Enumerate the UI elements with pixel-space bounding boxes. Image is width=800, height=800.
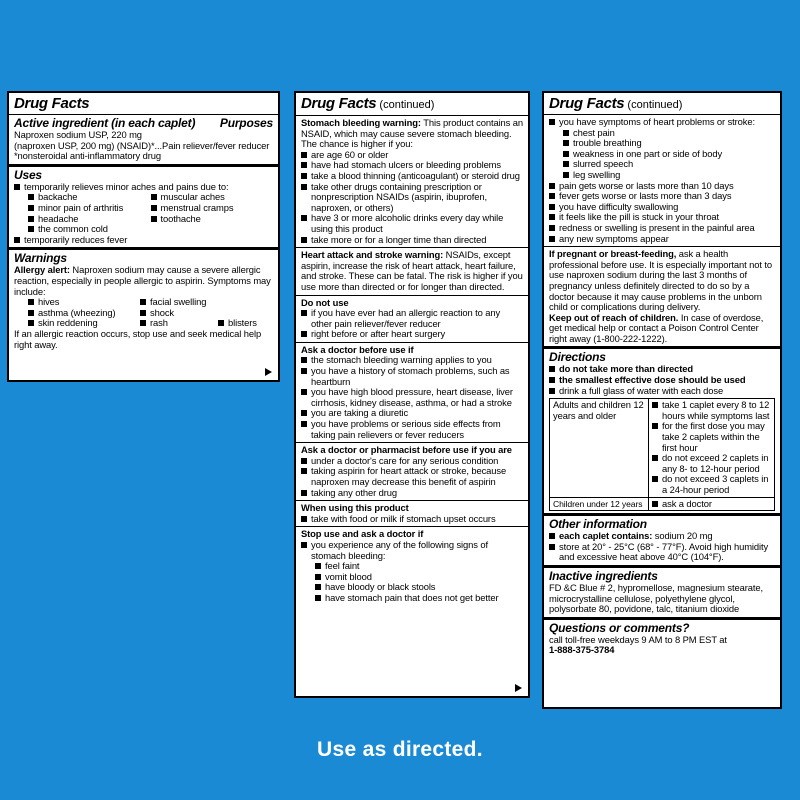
table-cell [649,399,775,497]
list-item: slurred speech [549,159,775,170]
bullet-icon [549,193,555,199]
list-item: leg swelling [549,170,775,181]
list-item: any new symptoms appear [549,234,775,245]
list-item: have bloody or black stools [301,582,523,593]
uses-heading: Uses [14,167,42,182]
panel-title: Drug Facts (continued) [549,95,683,112]
divider [544,565,780,568]
bullet-icon [301,421,307,427]
bullet-icon [151,216,157,222]
list-item: ask a doctor [652,499,771,510]
list-item: minor pain of arthritis [28,203,151,214]
list-item: you have high blood pressure, heart disease, liver cirrhosis, kidney disease, asthma, or had a stroke [301,387,523,408]
bullet-icon [652,501,658,507]
divider [296,295,528,296]
active-ingredient-heading: Active ingredient (in each caplet) [14,116,196,130]
divider [9,247,278,250]
bullet-icon [218,320,224,326]
bullet-icon [563,151,569,157]
list-item: each caplet contains: sodium 20 mg [549,531,775,542]
divider [544,617,780,620]
list-item: feel faint [301,561,523,572]
divider [9,114,278,115]
bullet-icon [563,140,569,146]
bullet-icon [301,162,307,168]
bullet-icon [549,225,555,231]
divider [544,246,780,247]
inactive-ingredients-text: FD &C Blue # 2, hypromellose, magnesium stearate, microcrystalline cellulose, polyethylene glycol, polysorbate 80, povidone, talc, titanium dioxide [549,581,763,615]
list-item: skin reddening [14,318,132,329]
dosage-table [549,398,775,511]
list-item: backache [28,192,151,203]
bullet-icon [563,130,569,136]
list-item: it feels like the pill is stuck in your throat [549,212,775,223]
bullet-icon [301,410,307,416]
list-item: headache [28,214,151,225]
divider [544,346,780,349]
when-using-heading: When using this product [301,502,409,514]
list-item: do not exceed 3 caplets in a 24-hour period [652,474,771,495]
directions-heading: Directions [549,350,606,365]
inactive-ingredients-heading: Inactive ingredients [549,568,658,583]
other-info-heading: Other information [549,517,647,532]
pregnancy-warning: If pregnant or breast-feeding, ask a health professional before use. It is especially important not to use naproxen sodium during the last 3 months of pregnancy unless definitely directed to do so by a doctor because it may cause problems in the unborn child or complications during delivery. [549,248,772,313]
bullet-icon [301,468,307,474]
bullet-icon [301,389,307,395]
bullet-icon [652,476,658,482]
do-not-use-heading: Do not use [301,296,349,308]
list-item: toothache [151,214,274,225]
bullet-icon [549,204,555,210]
bullet-icon [563,172,569,178]
list-item: have 3 or more alcoholic drinks every day while using this product [301,213,523,234]
drug-facts-panel-2 [294,91,530,698]
bullet-icon [301,490,307,496]
bullet-icon [151,205,157,211]
continue-arrow-icon [265,368,272,376]
list-item: trouble breathing [549,138,775,149]
bullet-icon [301,357,307,363]
table-row [550,497,775,511]
stop-use-heading: Stop use and ask a doctor if [301,528,424,540]
phone-number: 1-888-375-3784 [549,644,615,656]
bullet-icon [28,320,34,326]
symptoms-grid [14,297,273,329]
list-item: are age 60 or older [301,150,523,161]
list-item: taking any other drug [301,488,523,499]
bullet-icon [28,205,34,211]
bullet-icon [301,237,307,243]
list-item: taking aspirin for heart attack or stroke, because naproxen may decrease this benefit of aspirin [301,466,523,487]
panel-title: Drug Facts (continued) [301,95,435,112]
allergy-alert: Allergy alert: Naproxen sodium may cause a severe allergic reaction, especially in people allergic to aspirin. Symptoms may include: [14,264,271,297]
bullet-icon [301,516,307,522]
keep-out-of-reach: Keep out of reach of children. In case of overdose, get medical help or contact a Poison Control Center right away (1-800-222-1222). [549,311,764,344]
list-item: store at 20° - 25°C (68° - 77°F). Avoid high humidity and excessive heat above 40°C (104°F). [549,542,775,563]
bullet-icon [140,310,146,316]
table-row [550,399,775,497]
table-cell [649,497,775,511]
list-item: right before or after heart surgery [301,329,523,340]
uses-grid [14,192,273,234]
ask-doctor-heading: Ask a doctor before use if [301,343,414,355]
bullet-icon [301,368,307,374]
footer-caption: Use as directed. [317,738,483,761]
bullet-icon [652,423,658,429]
bullet-icon [315,574,321,580]
bullet-icon [549,119,555,125]
list-item: rash [140,318,210,329]
list-item: under a doctor's care for any serious condition [301,456,523,467]
list-item: drink a full glass of water with each dose [549,386,775,397]
list-item: do not take more than directed [549,364,775,375]
bullet-icon [301,458,307,464]
bullet-icon [28,310,34,316]
bullet-icon [14,184,20,190]
divider [296,442,528,443]
divider [296,526,528,527]
table-cell: Children under 12 years [550,497,649,511]
bullet-icon [652,455,658,461]
bullet-icon [301,173,307,179]
list-item: the common cold [28,224,151,235]
divider [544,513,780,516]
list-item: take 1 caplet every 8 to 12 hours while symptoms last [652,400,771,421]
divider [9,164,278,167]
divider [544,114,780,115]
bullet-icon [28,216,34,222]
bullet-icon [140,320,146,326]
bullet-icon [549,183,555,189]
list-item: blisters [218,318,288,329]
bullet-icon [315,563,321,569]
ingredient-line: (naproxen USP, 200 mg) (NSAID)*...Pain reliever/fever reducer [14,139,270,151]
list-item: you have problems or serious side effects from taking pain relievers or fever reducers [301,419,523,440]
bullet-icon [549,533,555,539]
list-item: pain gets worse or lasts more than 10 days [549,181,775,192]
list-item: chest pain [549,128,775,139]
ingredient-line: Naproxen sodium USP, 220 mg [14,129,142,140]
divider [296,247,528,248]
bullet-icon [549,377,555,383]
bullet-icon [28,194,34,200]
bullet-icon [151,194,157,200]
bullet-icon [301,542,307,548]
bullet-icon [301,215,307,221]
continue-arrow-icon [515,684,522,692]
bullet-icon [549,544,555,550]
list-item: you are taking a diuretic [301,408,523,419]
list-item: hives [14,297,132,308]
bullet-icon [549,388,555,394]
list-item: if you have ever had an allergic reaction to any other pain reliever/fever reducer [301,308,523,329]
list-item: menstrual cramps [151,203,274,214]
bullet-icon [301,331,307,337]
list-item: muscular aches [151,192,274,203]
list-item: take a blood thinning (anticoagulant) or steroid drug [301,171,523,182]
questions-heading: Questions or comments? [549,620,690,635]
purposes-heading: Purposes [219,116,273,130]
list-item: shock [140,308,288,319]
bullet-icon [652,402,658,408]
list-item: have had stomach ulcers or bleeding problems [301,160,523,171]
list-item: do not exceed 2 caplets in any 8- to 12-hour period [652,453,771,474]
list-item: you have difficulty swallowing [549,202,775,213]
bullet-icon [315,584,321,590]
drug-facts-panel-3 [542,91,782,709]
bullet-icon [301,310,307,316]
bullet-icon [301,184,307,190]
bullet-icon [549,366,555,372]
list-item: take more or for a longer time than directed [301,235,523,246]
list-item: redness or swelling is present in the painful area [549,223,775,234]
ask-pharmacist-heading: Ask a doctor or pharmacist before use if you are [301,444,512,456]
list-item: temporarily reduces fever [14,235,273,246]
list-item: you experience any of the following signs of stomach bleeding: [301,540,523,561]
bullet-icon [28,299,34,305]
bullet-icon [140,299,146,305]
list-item: vomit blood [301,572,523,583]
heart-warning: Heart attack and stroke warning: NSAIDs, except aspirin, increase the risk of heart attack, heart failure, and stroke. These can be fatal. The risk is higher if you use more than directed or for longer than directed. [301,249,523,292]
list-item: temporarily relieves minor aches and pains due to: [14,182,273,193]
panel-title: Drug Facts [14,95,90,112]
list-item: take other drugs containing prescription or nonprescription NSAIDs (aspirin, ibuprofen, naproxen, or others) [301,182,523,214]
list-item: you have a history of stomach problems, such as heartburn [301,366,523,387]
bullet-icon [28,226,34,232]
divider [296,115,528,116]
list-item: for the first dose you may take 2 caplets within the first hour [652,421,771,453]
allergy-end-text: If an allergic reaction occurs, stop use and seek medical help right away. [14,327,262,350]
bullet-icon [315,595,321,601]
bullet-icon [301,152,307,158]
divider [296,500,528,501]
list-item: weakness in one part or side of body [549,149,775,160]
warnings-heading: Warnings [14,251,67,266]
list-item: fever gets worse or lasts more than 3 days [549,191,775,202]
divider [296,342,528,343]
list-item: you have symptoms of heart problems or stroke: [549,117,775,128]
questions-text: call toll-free weekdays 9 AM to 8 PM EST at [549,633,727,645]
bullet-icon [563,161,569,167]
bullet-icon [549,236,555,242]
list-item: asthma (wheezing) [14,308,132,319]
list-item: the stomach bleeding warning applies to you [301,355,523,366]
bullet-icon [14,237,20,243]
stomach-warning: Stomach bleeding warning: This product contains an NSAID, which may cause severe stomach bleeding. The chance is higher if you: [301,117,523,150]
list-item: the smallest effective dose should be used [549,375,775,386]
bullet-icon [549,214,555,220]
list-item: facial swelling [140,297,288,308]
ingredient-note: *nonsteroidal anti-inflammatory drug [14,150,161,162]
table-cell: Adults and children 12 years and older [550,399,649,497]
list-item: have stomach pain that does not get better [301,593,523,604]
drug-facts-panel-1 [7,91,280,382]
list-item: take with food or milk if stomach upset occurs [301,514,523,525]
